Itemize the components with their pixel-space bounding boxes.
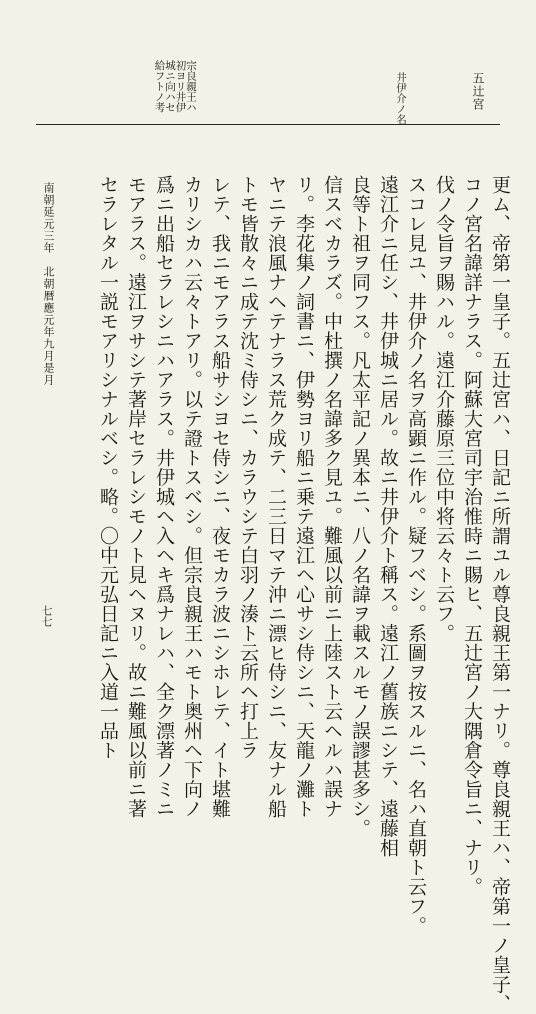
body-column-7: 信スベカラズ。中杜撰ノ名諱多ク見ユ。難風以前ニ上陸スト云ヘルハ誤ナ	[321, 175, 343, 819]
body-column-11: レテ、我ニモアラス船サシヨセ侍シニ、夜モカラ波ニシホレテ、イト堪難	[209, 175, 231, 819]
header-rule	[36, 124, 500, 125]
body-column-14: モアラス。遠江ヲサシテ著岸セラレシモノト見ヘヌリ。故ニ難風以前ニ著	[125, 175, 147, 819]
dateline: 南朝延元三年 北朝暦應元年九月是月	[42, 182, 55, 386]
body-column-3: 伐ノ令旨ヲ賜ハル。遠江介藤原三位中将云々ト云フ。	[433, 175, 455, 643]
body-column-1: 更ム、帝第一皇子。五辻宮ハ、日記ニ所謂ユル尊良親王第一ナリ。尊良親王ハ、帝第一ノ皇子、	[489, 175, 511, 1014]
body-column-13: 爲ニ出船セラレシニハアラス。井伊城ヘ入ヘキ爲ナレハ、全ク漂著ノミニ	[153, 175, 175, 819]
page-number: 七七	[40, 605, 53, 627]
body-column-2: コノ宮名諱詳ナラス。阿蘇大宮司宇治惟時ニ賜ヒ、五辻宮ノ大隅倉令旨ニ、ナリ。	[461, 175, 483, 897]
body-column-10: トモ皆散々ニ成テ沈ミ侍シニ、カラウシテ白羽ノ湊ト云所ヘ打上ラ	[237, 175, 259, 760]
body-column-5: 遠江介ニ任シ、井伊城ニ居ル。故ニ井伊介ト稱ス。遠江ノ舊族ニシテ、遠藤相	[377, 175, 399, 858]
body-column-4: スコレ見ユ、井伊介ノ名ヲ高顕ニ作ル。疑フベシ。系圖ヲ按スルニ、名ハ直朝ト云フ。	[405, 175, 427, 936]
heading-title: 五辻宮	[471, 72, 485, 111]
heading-note-munenaga: 宗良親王ハ初ヨリ井伊城ニ向ハセ給フトノ考	[153, 60, 197, 113]
body-column-6: 良等ト祖ヲ同フス。凡太平記ノ異本ニ、八ノ名諱ヲ載スルモノ誤謬甚多シ。	[349, 175, 371, 838]
body-column-15: セラレタル一説モアリシナルベシ。略。〇中元弘日記ニ入道一品ト	[97, 175, 119, 760]
body-column-12: カリシカハ云々トアリ。以テ證トスベシ。但宗良親王ハモト奥州ヘ下向ノ	[181, 175, 203, 819]
body-column-8: リ。李花集ノ詞書ニ、伊勢ヨリ船ニ乗テ遠江ヘ心サシ侍シニ、天龍ノ灘ト	[293, 175, 315, 819]
body-column-9: ヤニテ浪風ナヘテナラス荒ク成テ、二三日マテ沖ニ漂ヒ侍シニ、友ナル船	[265, 175, 287, 819]
heading-note-ii: 井伊介ノ名	[395, 72, 407, 125]
